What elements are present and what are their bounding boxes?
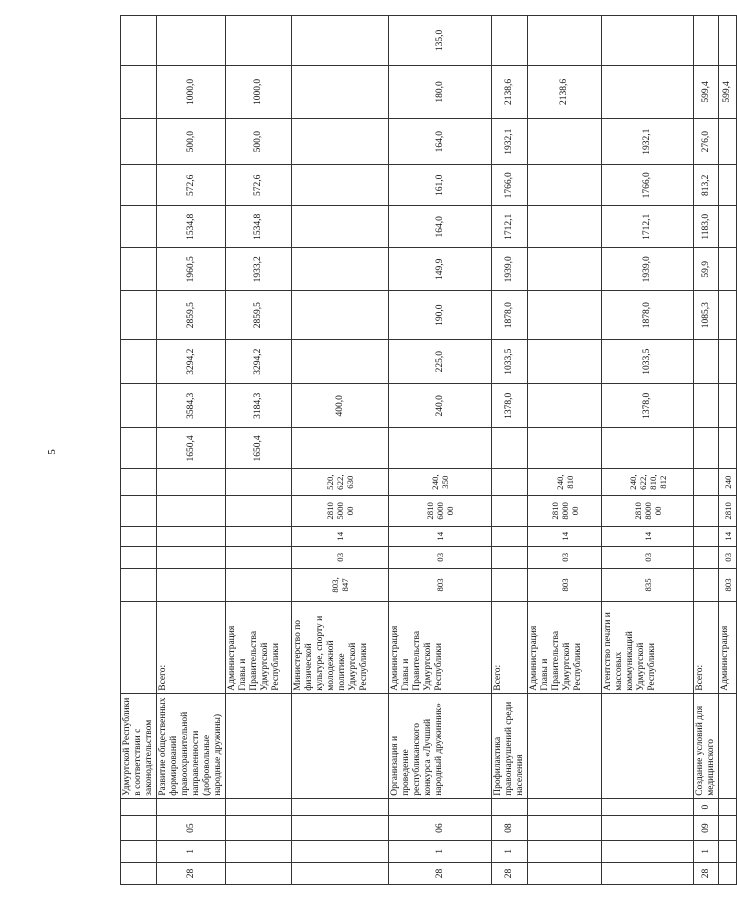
value-cell: 3184,3	[226, 384, 292, 428]
vr-cell: 520, 622, 630	[292, 469, 389, 496]
pr-cell	[157, 526, 226, 546]
value-cell: 1000,0	[226, 65, 292, 118]
page-number: 5	[46, 449, 58, 455]
grbs-cell: 803	[389, 568, 492, 601]
value-cell	[602, 65, 694, 118]
pr-cell: 14	[719, 526, 737, 546]
code-cell	[121, 840, 157, 862]
blank-cell	[528, 693, 602, 798]
empty-cell	[121, 118, 157, 164]
value-cell	[492, 428, 528, 469]
grbs-cell: 803	[719, 568, 737, 601]
empty-cell	[121, 428, 157, 469]
value-cell	[292, 291, 389, 340]
csr-cell: 2810 6000 00	[389, 495, 492, 526]
value-cell: 1960,5	[157, 248, 226, 291]
rz-cell	[492, 546, 528, 568]
pr-cell: 14	[292, 526, 389, 546]
grbs-cell	[157, 568, 226, 601]
value-cell: 149,9	[389, 248, 492, 291]
csr-cell: 2810 5000 00	[292, 495, 389, 526]
value-cell	[719, 384, 737, 428]
gp-code-cell: 28	[389, 862, 492, 884]
value-cell	[719, 248, 737, 291]
measure-name-cell: Профилактика правонарушений среди населения	[492, 693, 528, 798]
blank-cell	[602, 840, 694, 862]
m-code-cell: 0	[694, 798, 719, 816]
value-cell: 2859,5	[226, 291, 292, 340]
value-cell	[719, 291, 737, 340]
pr-cell	[694, 526, 719, 546]
gp-code-cell: 28	[157, 862, 226, 884]
value-cell	[528, 340, 602, 384]
table-row	[226, 16, 292, 885]
budget-table	[120, 15, 737, 885]
blank-cell	[292, 840, 389, 862]
value-cell: 1650,4	[226, 428, 292, 469]
value-cell	[292, 248, 389, 291]
vr-cell	[694, 469, 719, 496]
empty-cell	[121, 568, 157, 601]
blank-cell	[292, 693, 389, 798]
value-cell	[694, 428, 719, 469]
blank-cell	[226, 862, 292, 884]
value-cell: 813,2	[694, 165, 719, 206]
rotated-table-region	[120, 15, 733, 885]
executor-cell: Всего:	[157, 602, 226, 694]
empty-cell	[121, 495, 157, 526]
value-cell: 1933,2	[226, 248, 292, 291]
value-cell	[528, 165, 602, 206]
value-cell	[528, 206, 602, 248]
om-code-cell: 06	[389, 816, 492, 840]
value-cell: 1378,0	[602, 384, 694, 428]
empty-cell	[121, 469, 157, 496]
pp-code-cell: 1	[389, 840, 492, 862]
value-cell: 180,0	[389, 65, 492, 118]
code-cell	[121, 816, 157, 840]
vr-cell: 240, 810	[528, 469, 602, 496]
blank-cell	[226, 840, 292, 862]
value-cell	[292, 118, 389, 164]
value-cell	[292, 165, 389, 206]
table-row	[719, 16, 737, 885]
blank-cell	[528, 840, 602, 862]
blank-cell	[292, 798, 389, 816]
pp-code-cell: 1	[694, 840, 719, 862]
m-code-cell	[492, 798, 528, 816]
value-cell: 1033,5	[602, 340, 694, 384]
table-row	[528, 16, 602, 885]
measure-name-cell: Организация и проведение республиканского конкурса «Лучший народный дружинник»	[389, 693, 492, 798]
value-cell: 2138,6	[492, 65, 528, 118]
value-cell	[292, 65, 389, 118]
pp-code-cell: 1	[492, 840, 528, 862]
value-cell	[157, 16, 226, 66]
value-cell	[528, 248, 602, 291]
value-cell: 190,0	[389, 291, 492, 340]
value-cell	[292, 340, 389, 384]
table-row	[121, 16, 157, 885]
csr-cell	[694, 495, 719, 526]
empty-cell	[121, 384, 157, 428]
value-cell: 276,0	[694, 118, 719, 164]
value-cell: 1712,1	[492, 206, 528, 248]
grbs-cell	[492, 568, 528, 601]
empty-cell	[121, 165, 157, 206]
blank-cell	[719, 862, 737, 884]
vr-cell: 240	[719, 469, 737, 496]
value-cell: 1712,1	[602, 206, 694, 248]
blank-cell	[602, 798, 694, 816]
value-cell: 3294,2	[226, 340, 292, 384]
blank-cell	[292, 862, 389, 884]
grbs-cell: 803	[528, 568, 602, 601]
blank-cell	[292, 816, 389, 840]
csr-cell: 2810 8000 00	[528, 495, 602, 526]
code-cell	[121, 862, 157, 884]
table-row	[694, 16, 719, 885]
executor-cell: Всего:	[694, 602, 719, 694]
value-cell	[528, 118, 602, 164]
vr-cell	[492, 469, 528, 496]
csr-cell	[157, 495, 226, 526]
value-cell: 500,0	[157, 118, 226, 164]
value-cell: 1878,0	[602, 291, 694, 340]
value-cell: 225,0	[389, 340, 492, 384]
executor-cell: Администрация Главы и Правительства Удмуртской Республики	[528, 602, 602, 694]
value-cell: 1939,0	[492, 248, 528, 291]
executor-cell: Агентство печати и массовых коммуникаций Удмуртской Республики	[602, 602, 694, 694]
measure-name-cell: Удмуртской Республики в соответствии с законодательством	[121, 693, 157, 798]
value-cell: 1000,0	[157, 65, 226, 118]
blank-cell	[602, 862, 694, 884]
value-cell	[602, 16, 694, 66]
executor-cell: Всего:	[492, 602, 528, 694]
rz-cell: 03	[292, 546, 389, 568]
csr-cell: 2810 8000 00	[602, 495, 694, 526]
value-cell: 1766,0	[492, 165, 528, 206]
table-row	[292, 16, 389, 885]
empty-cell	[121, 526, 157, 546]
empty-cell	[121, 16, 157, 66]
value-cell: 572,6	[157, 165, 226, 206]
empty-cell	[121, 206, 157, 248]
rz-cell: 03	[528, 546, 602, 568]
value-cell: 1183,0	[694, 206, 719, 248]
blank-cell	[226, 816, 292, 840]
value-cell	[694, 340, 719, 384]
blank-cell	[528, 862, 602, 884]
table-row	[492, 16, 528, 885]
om-code-cell: 09	[694, 816, 719, 840]
value-cell	[528, 428, 602, 469]
vr-cell: 240, 350	[389, 469, 492, 496]
empty-cell	[121, 291, 157, 340]
value-cell: 2138,6	[528, 65, 602, 118]
value-cell: 400,0	[292, 384, 389, 428]
empty-cell	[121, 546, 157, 568]
value-cell: 599,4	[694, 65, 719, 118]
table-row	[602, 16, 694, 885]
value-cell: 1878,0	[492, 291, 528, 340]
blank-cell	[528, 798, 602, 816]
value-cell	[719, 165, 737, 206]
pr-cell	[226, 526, 292, 546]
value-cell	[492, 16, 528, 66]
value-cell	[602, 428, 694, 469]
value-cell: 161,0	[389, 165, 492, 206]
value-cell	[292, 428, 389, 469]
value-cell: 59,9	[694, 248, 719, 291]
pr-cell: 14	[528, 526, 602, 546]
value-cell: 135,0	[389, 16, 492, 66]
measure-name-cell: Развитие общественных формирований правоохранительной направленности (добровольные народные дружины)	[157, 693, 226, 798]
value-cell	[389, 428, 492, 469]
pr-cell: 14	[602, 526, 694, 546]
value-cell: 1033,5	[492, 340, 528, 384]
value-cell: 3584,3	[157, 384, 226, 428]
csr-cell: 2810	[719, 495, 737, 526]
value-cell	[292, 16, 389, 66]
value-cell: 1766,0	[602, 165, 694, 206]
blank-cell	[719, 840, 737, 862]
rz-cell: 03	[389, 546, 492, 568]
pr-cell: 14	[389, 526, 492, 546]
value-cell	[719, 16, 737, 66]
value-cell: 1932,1	[492, 118, 528, 164]
pr-cell	[492, 526, 528, 546]
value-cell	[719, 340, 737, 384]
value-cell	[719, 206, 737, 248]
value-cell: 1932,1	[602, 118, 694, 164]
value-cell: 599,4	[719, 65, 737, 118]
csr-cell	[492, 495, 528, 526]
table-row	[389, 16, 492, 885]
value-cell	[226, 16, 292, 66]
vr-cell	[157, 469, 226, 496]
gp-code-cell: 28	[694, 862, 719, 884]
om-code-cell: 05	[157, 816, 226, 840]
value-cell: 1378,0	[492, 384, 528, 428]
executor-cell: Администрация Главы и Правительства Удмуртской Республики	[226, 602, 292, 694]
blank-cell	[719, 816, 737, 840]
rz-cell	[694, 546, 719, 568]
value-cell: 572,6	[226, 165, 292, 206]
value-cell	[694, 16, 719, 66]
value-cell: 1534,8	[157, 206, 226, 248]
blank-cell	[226, 798, 292, 816]
rz-cell	[226, 546, 292, 568]
executor-cell: Администрация Главы и Правительства Удмуртской Республики	[389, 602, 492, 694]
blank-cell	[528, 816, 602, 840]
value-cell	[528, 384, 602, 428]
empty-cell	[121, 340, 157, 384]
vr-cell	[226, 469, 292, 496]
blank-cell	[719, 693, 737, 798]
value-cell	[292, 206, 389, 248]
grbs-cell: 835	[602, 568, 694, 601]
table-row	[157, 16, 226, 885]
gp-code-cell: 28	[492, 862, 528, 884]
value-cell: 164,0	[389, 118, 492, 164]
value-cell	[719, 118, 737, 164]
value-cell: 240,0	[389, 384, 492, 428]
table-body	[121, 16, 737, 885]
value-cell: 1650,4	[157, 428, 226, 469]
blank-cell	[602, 693, 694, 798]
code-cell	[121, 798, 157, 816]
grbs-cell: 803, 847	[292, 568, 389, 601]
empty-cell	[121, 65, 157, 118]
value-cell: 2859,5	[157, 291, 226, 340]
value-cell: 1939,0	[602, 248, 694, 291]
rz-cell: 03	[719, 546, 737, 568]
value-cell	[528, 291, 602, 340]
blank-cell	[226, 693, 292, 798]
om-code-cell: 08	[492, 816, 528, 840]
pp-code-cell: 1	[157, 840, 226, 862]
measure-name-cell: Создание условий для медицинского	[694, 693, 719, 798]
value-cell: 500,0	[226, 118, 292, 164]
value-cell: 3294,2	[157, 340, 226, 384]
value-cell: 1085,3	[694, 291, 719, 340]
grbs-cell	[694, 568, 719, 601]
vr-cell: 240, 622, 810, 812	[602, 469, 694, 496]
value-cell: 164,0	[389, 206, 492, 248]
m-code-cell	[157, 798, 226, 816]
executor-cell: Администрация	[719, 602, 737, 694]
value-cell: 1534,8	[226, 206, 292, 248]
executor-cell: Министерство по физической культуре, спорту и молодежной политике Удмуртской Республики	[292, 602, 389, 694]
csr-cell	[226, 495, 292, 526]
blank-cell	[719, 798, 737, 816]
value-cell	[719, 428, 737, 469]
value-cell	[528, 16, 602, 66]
empty-cell	[121, 248, 157, 291]
m-code-cell	[389, 798, 492, 816]
value-cell	[694, 384, 719, 428]
blank-cell	[602, 816, 694, 840]
grbs-cell	[226, 568, 292, 601]
rz-cell: 03	[602, 546, 694, 568]
rz-cell	[157, 546, 226, 568]
empty-cell	[121, 602, 157, 694]
